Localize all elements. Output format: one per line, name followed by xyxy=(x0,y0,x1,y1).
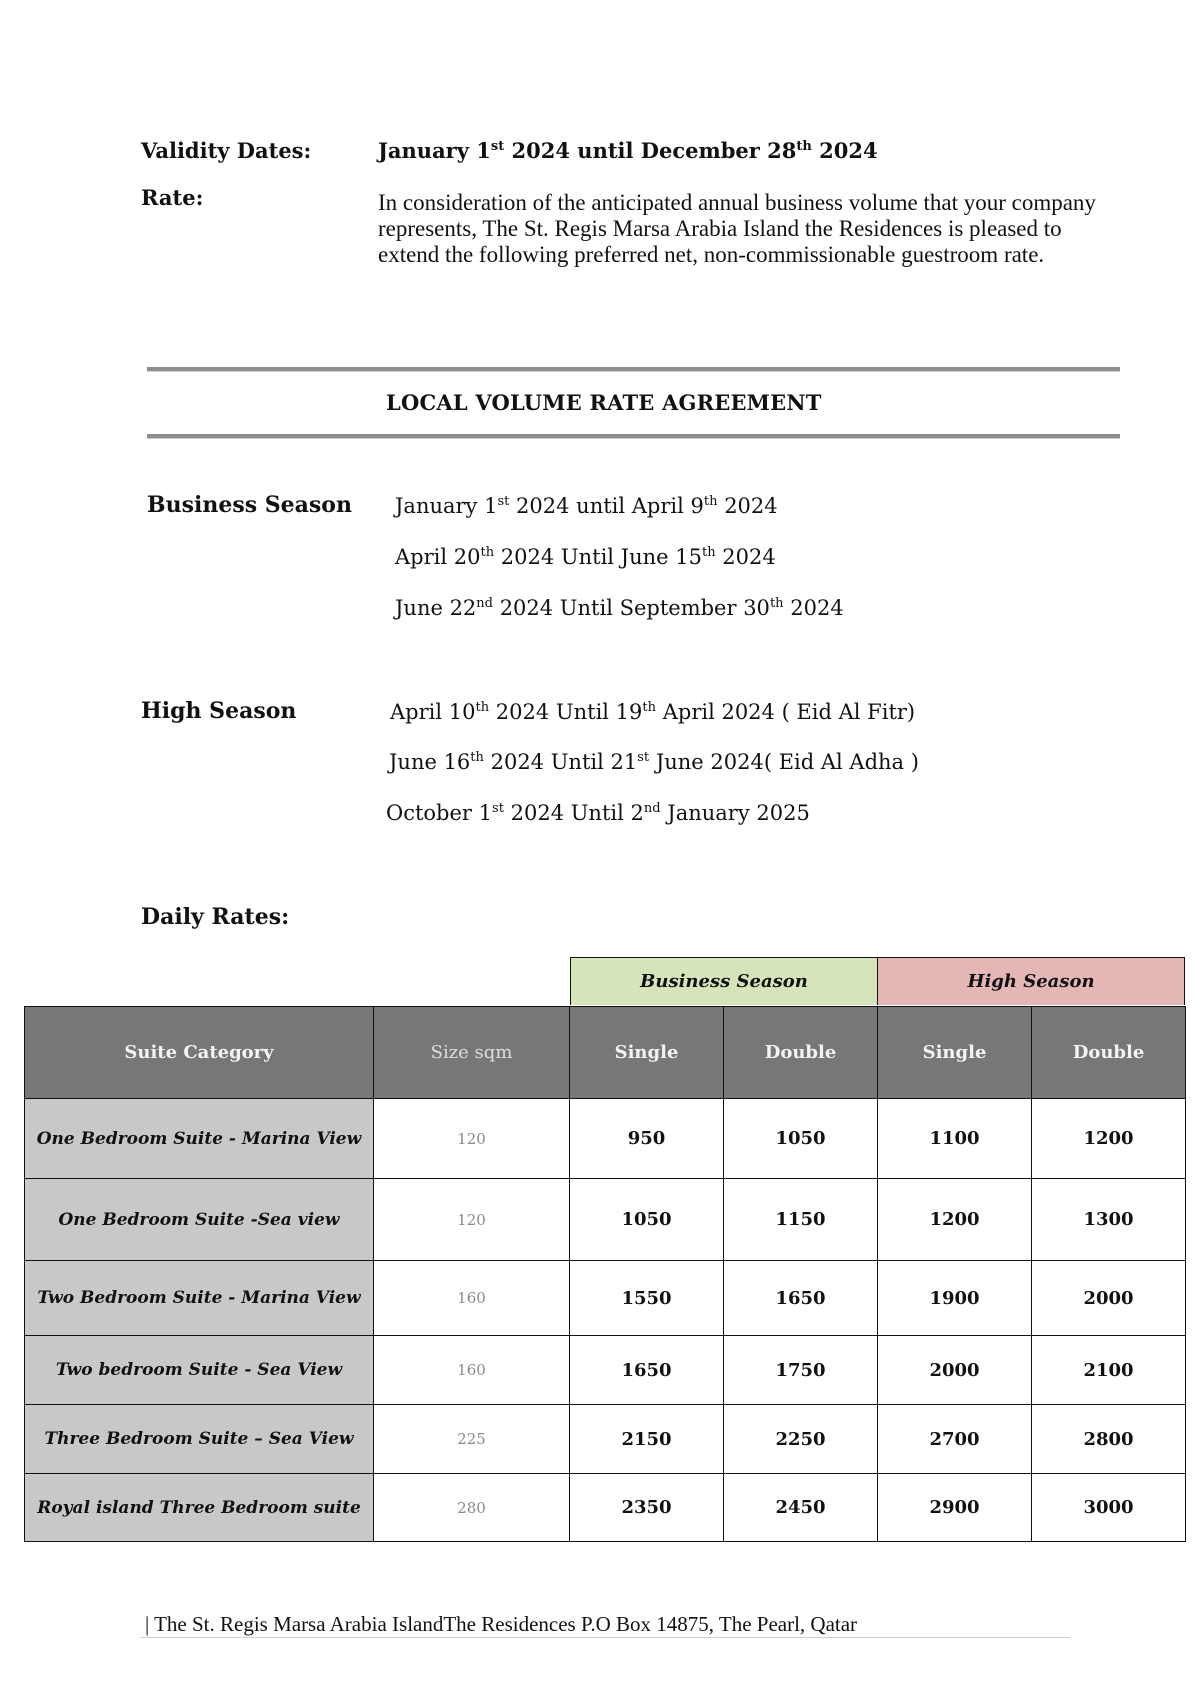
high-double-cell: 3000 xyxy=(1032,1474,1186,1542)
high-single-cell: 1900 xyxy=(878,1261,1032,1336)
table-row xyxy=(25,1336,1186,1405)
high-season-line-1: April 10th 2024 Until 19th April 2024 ( Eid Al Fitr) xyxy=(390,700,916,724)
business-season-header: Business Season xyxy=(570,957,878,1005)
size-cell: 280 xyxy=(374,1474,570,1542)
header-suite-category: Suite Category xyxy=(25,1007,374,1099)
high-single-cell: 2900 xyxy=(878,1474,1032,1542)
table-row xyxy=(25,1179,1186,1261)
business-single-cell: 1650 xyxy=(570,1336,724,1405)
rate-label: Rate: xyxy=(141,185,204,210)
size-cell: 160 xyxy=(374,1336,570,1405)
rate-paragraph: In consideration of the anticipated annual business volume that your company represents, The St. Regis Marsa Arabia Island the Residences is pleased to extend the following preferred net, non-commissionable guestroom rate. xyxy=(378,190,1096,267)
high-double-cell: 1300 xyxy=(1032,1179,1186,1261)
table-header-row xyxy=(25,1007,1186,1099)
header-high-single: Single xyxy=(878,1007,1032,1099)
bottom-divider xyxy=(147,434,1120,439)
high-single-cell: 1100 xyxy=(878,1099,1032,1179)
agreement-title: LOCAL VOLUME RATE AGREEMENT xyxy=(386,390,822,415)
validity-dates-label: Validity Dates: xyxy=(141,138,312,163)
size-cell: 160 xyxy=(374,1261,570,1336)
high-single-cell: 2700 xyxy=(878,1405,1032,1474)
high-single-cell: 1200 xyxy=(878,1179,1032,1261)
header-high-double: Double xyxy=(1032,1007,1186,1099)
business-single-cell: 2150 xyxy=(570,1405,724,1474)
table-row xyxy=(25,1261,1186,1336)
table-row xyxy=(25,1405,1186,1474)
business-double-cell: 2250 xyxy=(724,1405,878,1474)
business-season-line-1: January 1st 2024 until April 9th 2024 xyxy=(395,494,778,518)
business-double-cell: 1750 xyxy=(724,1336,878,1405)
business-single-cell: 1550 xyxy=(570,1261,724,1336)
business-double-cell: 1650 xyxy=(724,1261,878,1336)
high-single-cell: 2000 xyxy=(878,1336,1032,1405)
business-double-cell: 2450 xyxy=(724,1474,878,1542)
suite-category-cell: Two Bedroom Suite - Marina View xyxy=(25,1261,374,1336)
high-season-header: High Season xyxy=(877,957,1185,1005)
high-double-cell: 2800 xyxy=(1032,1405,1186,1474)
business-season-label: Business Season xyxy=(147,492,352,518)
top-divider xyxy=(147,367,1120,372)
business-single-cell: 950 xyxy=(570,1099,724,1179)
high-season-label: High Season xyxy=(141,698,297,724)
high-season-line-3: October 1st 2024 Until 2nd January 2025 xyxy=(386,801,810,825)
suite-category-cell: Three Bedroom Suite – Sea View xyxy=(25,1405,374,1474)
daily-rates-table xyxy=(24,1006,1186,1542)
daily-rates-label: Daily Rates: xyxy=(141,904,290,930)
footer-address: | The St. Regis Marsa Arabia IslandThe Residences P.O Box 14875, The Pearl, Qatar xyxy=(145,1612,858,1636)
table-row xyxy=(25,1099,1186,1179)
suite-category-cell: One Bedroom Suite - Marina View xyxy=(25,1099,374,1179)
business-season-line-2: April 20th 2024 Until June 15th 2024 xyxy=(395,545,776,569)
table-row xyxy=(25,1474,1186,1542)
high-double-cell: 2000 xyxy=(1032,1261,1186,1336)
header-business-single: Single xyxy=(570,1007,724,1099)
business-double-cell: 1050 xyxy=(724,1099,878,1179)
header-business-double: Double xyxy=(724,1007,878,1099)
header-size-sqm: Size sqm xyxy=(374,1007,570,1099)
size-cell: 225 xyxy=(374,1405,570,1474)
high-season-line-2: June 16th 2024 Until 21st June 2024( Eid Al Adha ) xyxy=(389,750,919,774)
high-double-cell: 2100 xyxy=(1032,1336,1186,1405)
size-cell: 120 xyxy=(374,1099,570,1179)
size-cell: 120 xyxy=(374,1179,570,1261)
suite-category-cell: Two bedroom Suite - Sea View xyxy=(25,1336,374,1405)
validity-dates-value: January 1st 2024 until December 28th 2024 xyxy=(378,138,878,163)
suite-category-cell: Royal island Three Bedroom suite xyxy=(25,1474,374,1542)
footer-rule xyxy=(140,1637,1070,1638)
business-double-cell: 1150 xyxy=(724,1179,878,1261)
suite-category-cell: One Bedroom Suite -Sea view xyxy=(25,1179,374,1261)
high-double-cell: 1200 xyxy=(1032,1099,1186,1179)
business-single-cell: 1050 xyxy=(570,1179,724,1261)
business-season-line-3: June 22nd 2024 Until September 30th 2024 xyxy=(395,596,844,620)
business-single-cell: 2350 xyxy=(570,1474,724,1542)
